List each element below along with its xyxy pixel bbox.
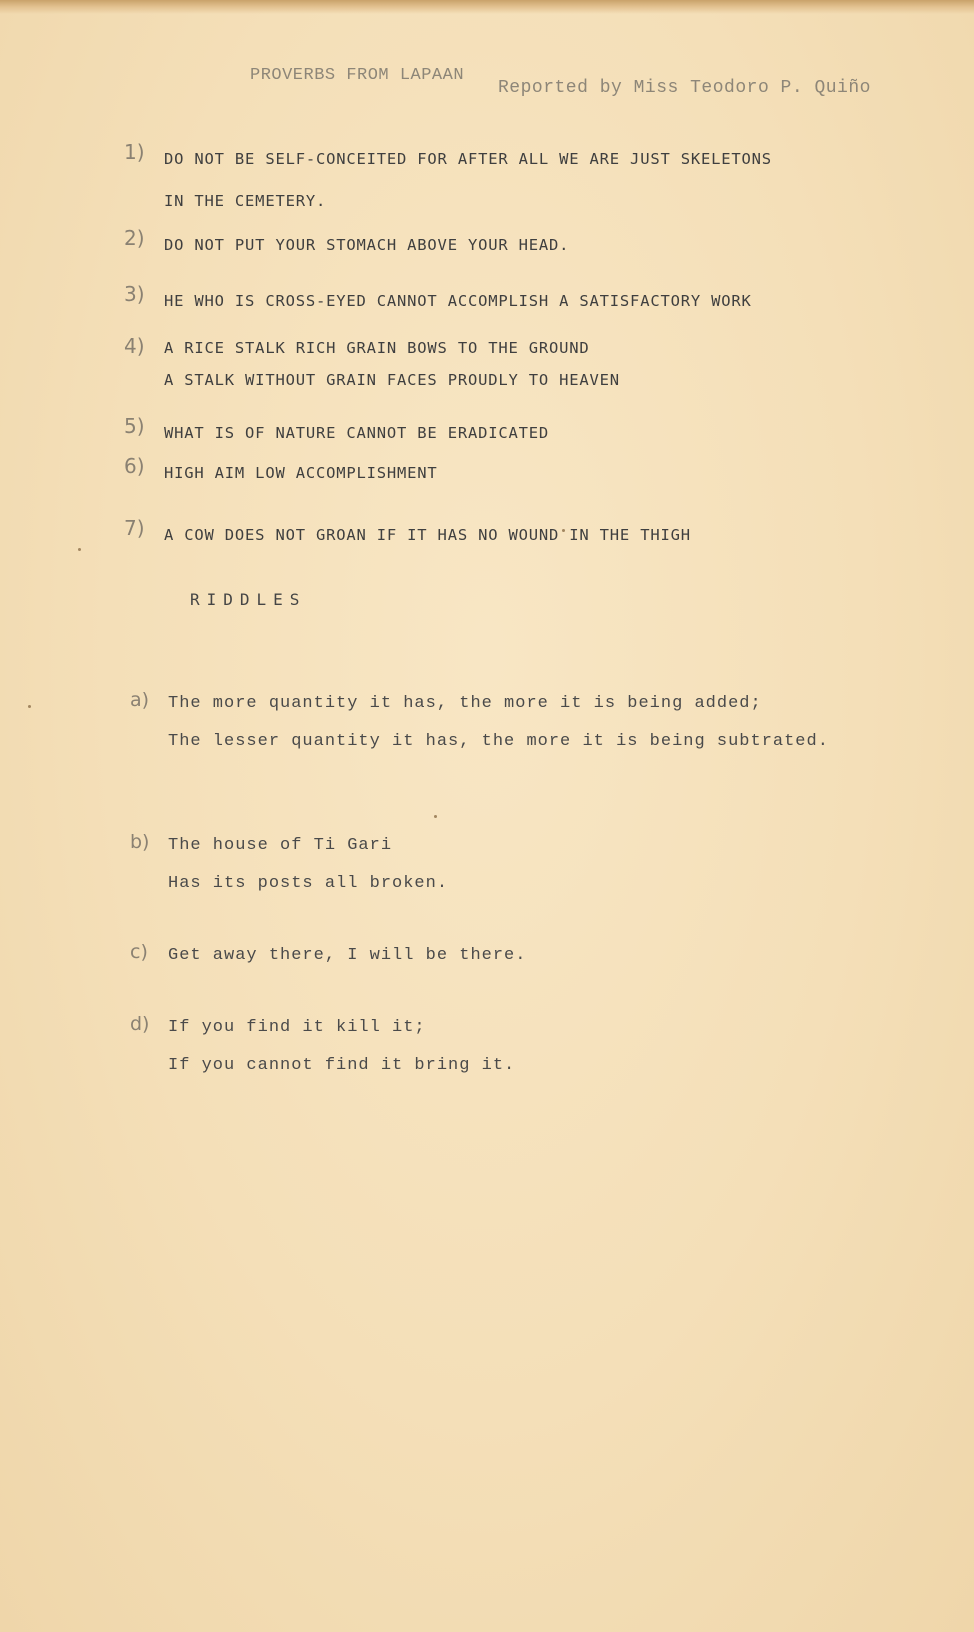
proverb-line: DO NOT BE SELF-CONCEITED FOR AFTER ALL WE ARE JUST SKELETONS <box>164 150 772 168</box>
margin-speck <box>28 705 31 708</box>
riddle-line: The lesser quantity it has, the more it is being subtrated. <box>168 732 829 751</box>
riddle-letter: c) <box>130 941 148 963</box>
proverb-item <box>124 332 924 408</box>
riddle-line: The more quantity it has, the more it is being added; <box>168 694 762 713</box>
proverb-item <box>124 412 924 452</box>
riddle-item <box>130 1009 940 1089</box>
margin-speck <box>78 548 81 551</box>
proverb-line: HIGH AIM LOW ACCOMPLISHMENT <box>164 464 438 482</box>
riddle-line: Has its posts all broken. <box>168 874 449 893</box>
document-title: PROVERBS FROM LAPAAN <box>250 66 465 85</box>
proverb-item <box>124 452 924 500</box>
riddle-line: Get away there, I will be there. <box>168 946 527 965</box>
riddle-line: If you cannot find it bring it. <box>168 1056 516 1075</box>
proverb-item <box>124 514 924 554</box>
proverb-line: DO NOT PUT YOUR STOMACH ABOVE YOUR HEAD. <box>164 236 570 254</box>
proverbs-list <box>124 138 924 554</box>
riddle-item <box>130 685 940 763</box>
proverb-item <box>124 280 924 324</box>
riddle-item <box>130 827 940 907</box>
riddle-line: If you find it kill it; <box>168 1018 426 1037</box>
proverb-line: A RICE STALK RICH GRAIN BOWS TO THE GROUND <box>164 339 590 357</box>
reporter-line: Reported by Miss Teodoro P. Quiño <box>498 78 871 98</box>
riddle-letter: a) <box>130 689 150 711</box>
riddle-line: The house of Ti Gari <box>168 836 393 855</box>
riddles-list <box>130 685 940 1089</box>
proverb-number: 2) <box>124 226 145 250</box>
proverb-number: 5) <box>124 414 145 438</box>
proverb-item <box>124 138 924 222</box>
proverb-line: WHAT IS OF NATURE CANNOT BE ERADICATED <box>164 424 550 442</box>
proverb-number: 4) <box>124 334 145 358</box>
paper-edge-stain <box>0 0 974 14</box>
proverb-line: HE WHO IS CROSS-EYED CANNOT ACCOMPLISH A SATISFACTORY WORK <box>164 292 752 310</box>
riddle-letter: b) <box>130 831 150 853</box>
proverb-item <box>124 224 924 268</box>
proverb-line: IN THE CEMETERY. <box>164 192 327 210</box>
proverb-line: A STALK WITHOUT GRAIN FACES PROUDLY TO HEAVEN <box>164 371 620 389</box>
riddle-item <box>130 937 940 979</box>
proverb-number: 1) <box>124 140 145 164</box>
riddles-heading: RIDDLES <box>190 590 307 609</box>
proverb-number: 3) <box>124 282 145 306</box>
riddle-letter: d) <box>130 1013 150 1035</box>
document-header <box>250 60 930 110</box>
proverb-number: 6) <box>124 454 145 478</box>
proverb-line: A COW DOES NOT GROAN IF IT HAS NO WOUND IN THE THIGH <box>164 526 691 544</box>
proverb-number: 7) <box>124 516 145 540</box>
